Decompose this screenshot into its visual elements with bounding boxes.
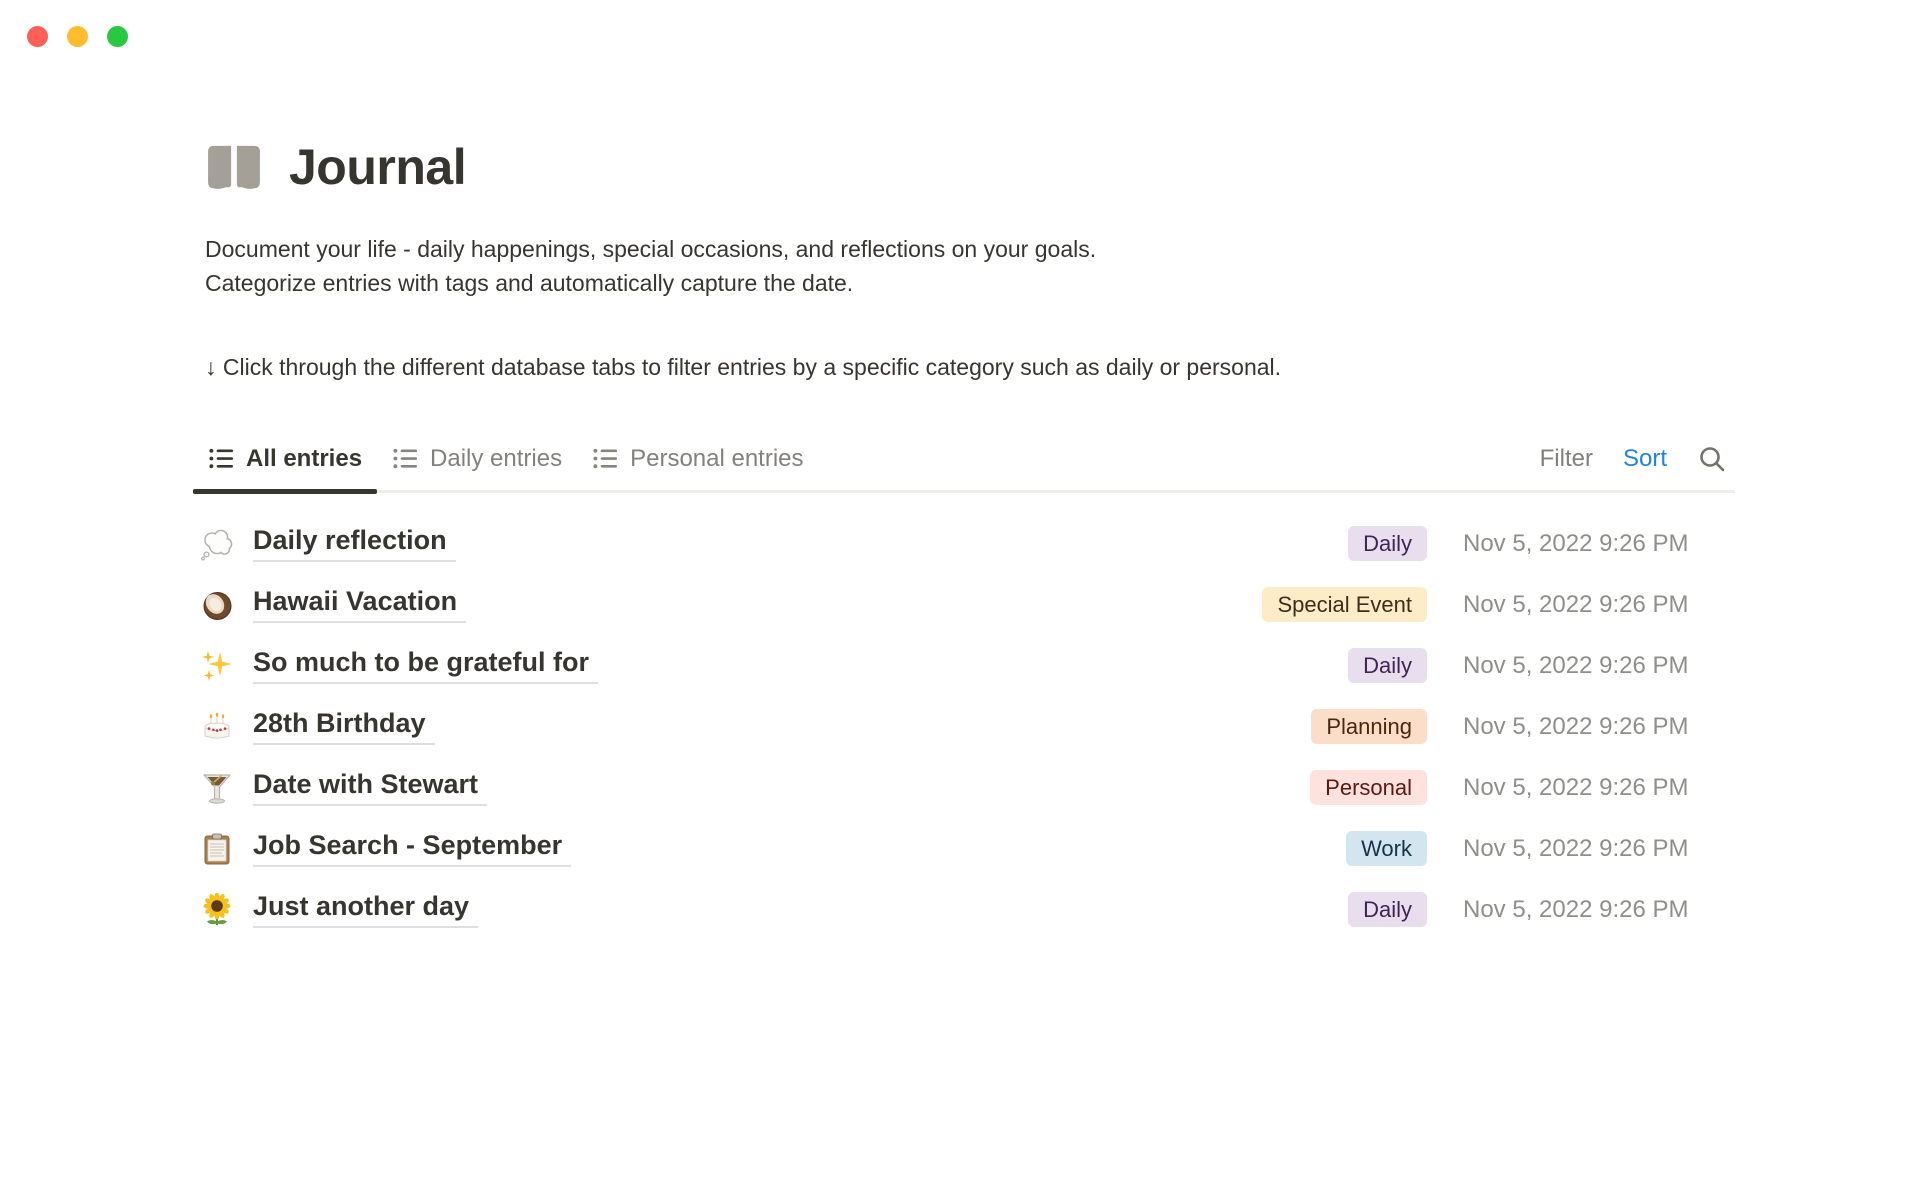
minimize-button[interactable] (67, 26, 88, 47)
entry-date: Nov 5, 2022 9:26 PM (1463, 895, 1689, 923)
entry-tag-pill: Daily (1348, 526, 1427, 561)
page-description (193, 232, 1735, 300)
filter-button[interactable]: Filter (1539, 444, 1593, 472)
entry-emoji-icon (200, 893, 234, 927)
search-icon[interactable] (1697, 444, 1727, 474)
tab-personal-entries[interactable] (577, 427, 818, 490)
bulleted-list-icon (392, 445, 419, 472)
entry-date: Nov 5, 2022 9:26 PM (1463, 651, 1689, 679)
entry-emoji-icon (200, 832, 234, 866)
entry-title[interactable]: 28th Birthday (253, 708, 435, 745)
entry-row[interactable] (193, 818, 1735, 879)
entry-title[interactable]: Hawaii Vacation (253, 586, 466, 623)
entry-row[interactable] (193, 635, 1735, 696)
entry-row[interactable] (193, 879, 1735, 940)
entry-row[interactable] (193, 574, 1735, 635)
entry-date: Nov 5, 2022 9:26 PM (1463, 590, 1689, 618)
entry-left (193, 525, 1348, 562)
entry-tag-pill: Daily (1348, 648, 1427, 683)
entry-title[interactable]: Just another day (253, 891, 478, 928)
entry-left (193, 647, 1348, 684)
entry-date: Nov 5, 2022 9:26 PM (1463, 834, 1689, 862)
tab-all-entries[interactable] (193, 427, 377, 490)
close-button[interactable] (27, 26, 48, 47)
entry-tag-pill: Work (1346, 831, 1427, 866)
tab-label: Daily entries (430, 444, 563, 472)
entry-row[interactable] (193, 513, 1735, 574)
entry-title[interactable]: Date with Stewart (253, 769, 487, 806)
entry-left (193, 769, 1310, 806)
entry-tag-pill: Daily (1348, 892, 1427, 927)
entry-row[interactable] (193, 757, 1735, 818)
open-book-icon[interactable] (205, 143, 263, 191)
description-line: Categorize entries with tags and automatically capture the date. (205, 270, 854, 296)
bulleted-list-icon (208, 445, 235, 472)
view-toolbar (1540, 444, 1735, 474)
entry-title[interactable]: Daily reflection (253, 525, 456, 562)
entry-left (193, 586, 1262, 623)
entries-list (193, 513, 1735, 940)
entry-emoji-icon (200, 710, 234, 744)
entry-row[interactable] (193, 696, 1735, 757)
entry-date: Nov 5, 2022 9:26 PM (1463, 773, 1689, 801)
description-line: Document your life - daily happenings, special occasions, and reflections on your goals. (205, 236, 1097, 262)
sort-button[interactable]: Sort (1622, 444, 1667, 472)
entry-emoji-icon (200, 771, 234, 805)
tab-daily-entries[interactable] (377, 427, 577, 490)
entry-emoji-icon (200, 588, 234, 622)
entry-date: Nov 5, 2022 9:26 PM (1463, 529, 1689, 557)
entry-emoji-icon (200, 527, 234, 561)
callout-text: ↓ Click through the different database tabs to filter entries by a specific category such as daily or personal. (205, 354, 1282, 380)
tab-label: All entries (246, 444, 363, 472)
entry-title[interactable]: Job Search - September (253, 830, 571, 867)
page-title: Journal (289, 139, 467, 195)
entry-tag-pill: Special Event (1262, 587, 1427, 622)
entry-left (193, 891, 1348, 928)
entry-tag-pill: Personal (1310, 770, 1427, 805)
database-tabbar (193, 427, 1735, 493)
bulleted-list-icon (592, 445, 619, 472)
window-controls (27, 26, 128, 47)
zoom-button[interactable] (107, 26, 128, 47)
entry-left (193, 830, 1346, 867)
entry-title[interactable]: So much to be grateful for (253, 647, 598, 684)
entry-tag-pill: Planning (1311, 709, 1427, 744)
entry-date: Nov 5, 2022 9:26 PM (1463, 712, 1689, 740)
entry-emoji-icon (200, 649, 234, 683)
entry-left (193, 708, 1311, 745)
page-header (193, 138, 1735, 196)
page-content (193, 0, 1735, 940)
tab-label: Personal entries (630, 444, 804, 472)
